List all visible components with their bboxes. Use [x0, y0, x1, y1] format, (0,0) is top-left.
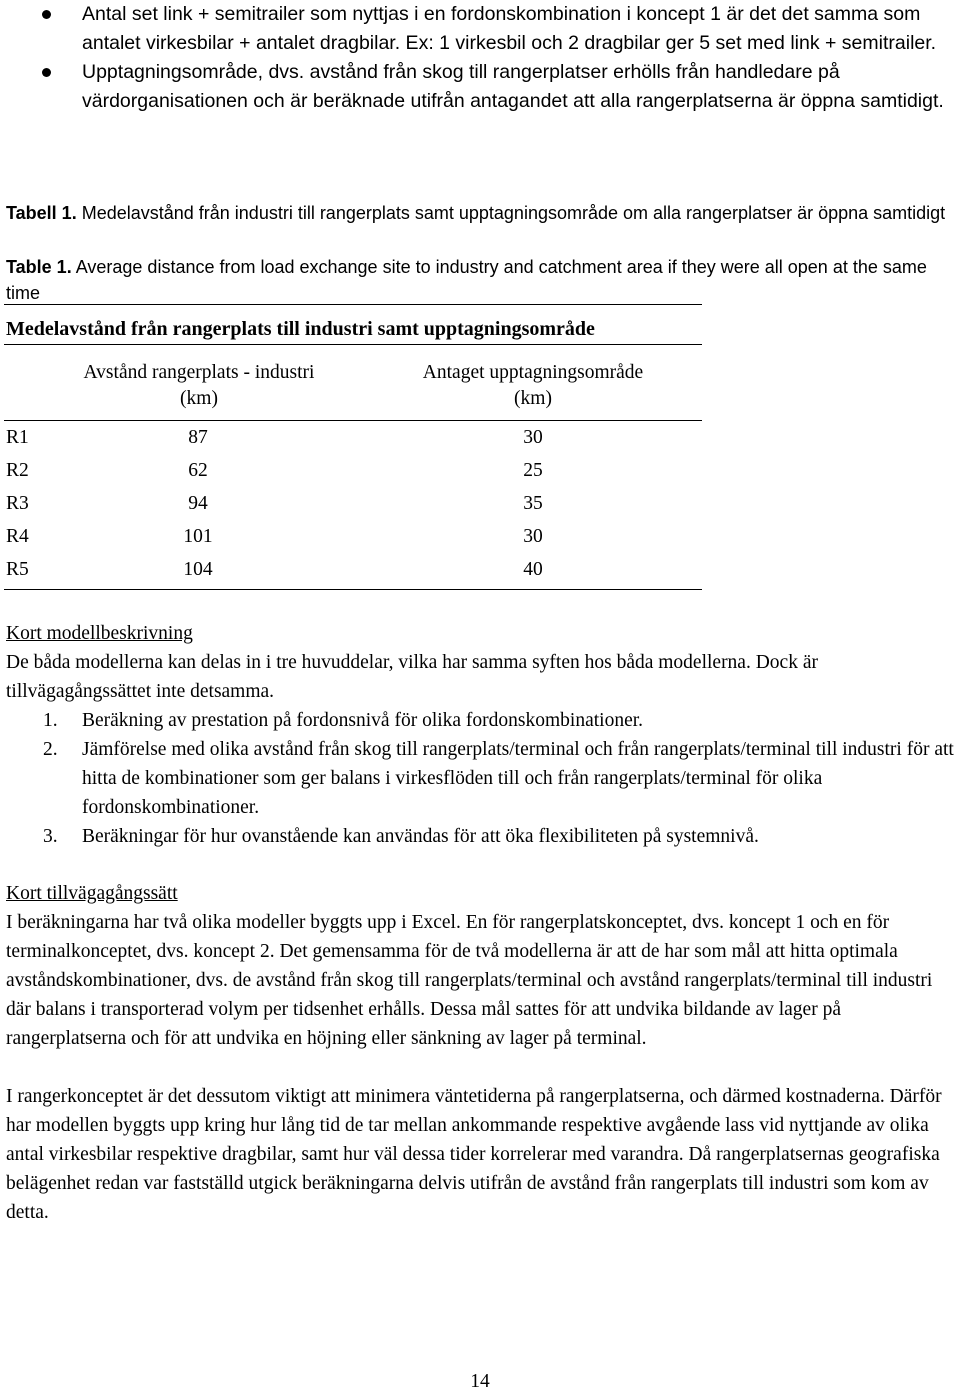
table-title: Medelavstånd från rangerplats till industri samt upptagningsområde	[6, 318, 595, 340]
row-distance: 87	[188, 427, 208, 448]
approach-heading: Kort tillvägagångssätt	[6, 883, 178, 904]
row-label: R2	[6, 460, 29, 481]
row-area: 30	[523, 526, 543, 547]
row-label: R4	[6, 526, 29, 547]
table-header-rule	[4, 420, 702, 421]
page-number: 14	[470, 1371, 490, 1392]
bullet-text: Antal set link + semitrailer som nyttjas i en fordonskombination i koncept 1 är det det samma som antalet virkesbilar + antalet dragbilar. Ex: 1 virkesbil och 2 dragbilar ger 5 set med link + semitrailer.	[82, 3, 937, 54]
caption-en-label: Table 1.	[6, 257, 72, 277]
model-intro: De båda modellerna kan delas in i tre huvuddelar, vilka har samma syften hos båda modellerna. Dock är tillvägagångssättet inte detsamma.	[6, 652, 818, 702]
item-text: Beräkningar för hur ovanstående kan användas för att öka flexibiliteten på systemnivå.	[82, 826, 759, 847]
caption-sv-text: Medelavstånd från industri till rangerplats samt upptagningsområde om alla rangerplatser är öppna samtidigt	[76, 203, 946, 223]
table-top-rule	[4, 304, 702, 305]
row-label: R5	[6, 559, 29, 580]
column-header-area	[394, 360, 672, 412]
row-label: R3	[6, 493, 29, 514]
approach-paragraph: I beräkningarna har två olika modeller byggts upp i Excel. En för rangerplatskonceptet, dvs. koncept 1 och en för terminalkonceptet, dvs. koncept 2. Det gemensamma för de två modellerna är att de har som mål att hitta optimala avståndskombinationer, dvs. de avstånd från skog till rangerplats/terminal och avstånd rangerplats/terminal till industri där balans i transporterad volym per tidsenhet erhålls. Dessa mål sattes för att undvika bildande av lager på rangerplatserna och för att undvika en höjning eller sänkning av lager på terminal.	[6, 912, 933, 1049]
column-header-distance-line1: Avstånd rangerplats - industri	[83, 362, 315, 383]
table-row	[0, 427, 702, 460]
bullet-dot-icon	[42, 68, 51, 77]
table-row	[0, 460, 702, 493]
table-row	[0, 493, 702, 526]
column-header-distance	[58, 360, 340, 412]
model-section	[6, 619, 960, 851]
row-area: 40	[523, 559, 543, 580]
column-header-distance-unit: (km)	[180, 388, 218, 409]
table-row	[0, 559, 702, 592]
item-number: 2.	[43, 739, 58, 760]
row-distance: 104	[183, 559, 213, 580]
bullet-item	[0, 58, 960, 116]
item-number: 3.	[43, 826, 58, 847]
bullet-item	[0, 0, 960, 58]
approach-paragraph: I rangerkonceptet är det dessutom viktigt att minimera väntetiderna på rangerplatserna, och därmed kostnaderna. Därför har modellen byggts upp kring hur lång tid de tar mellan ankommande respektive avgående lass vid nyttjande av olika antal virkesbilar respektive dragbilar, samt hur väl dessa tider korrelerar med varandra. Då rangerplatsernas geografiska belägenhet redan var fastställd utgick beräkningarna delvis utifrån de avstånd från rangerplats till industri som kom av detta.	[6, 1086, 942, 1223]
table-title-rule	[4, 344, 702, 345]
bullet-dot-icon	[42, 10, 51, 19]
item-text: Jämförelse med olika avstånd från skog till rangerplats/terminal och från rangerplats/terminal till industri för att hitta de kombinationer som ger balans i virkesflöden till och från rangerplats/terminal för olika fordonskombinationer.	[82, 739, 954, 818]
row-area: 25	[523, 460, 543, 481]
table-caption-sv	[6, 200, 956, 226]
item-number: 1.	[43, 710, 58, 731]
paragraph-spacer	[6, 1053, 960, 1082]
caption-sv-label: Tabell 1.	[6, 203, 77, 223]
row-label: R1	[6, 427, 29, 448]
model-heading: Kort modellbeskrivning	[6, 623, 193, 644]
item-text: Beräkning av prestation på fordonsnivå för olika fordonskombinationer.	[82, 710, 644, 731]
column-header-area-line1: Antaget upptagningsområde	[422, 362, 644, 383]
column-header-area-unit: (km)	[514, 388, 552, 409]
table-caption-en	[6, 254, 956, 306]
table-row	[0, 526, 702, 559]
numbered-item	[6, 706, 960, 735]
caption-en-text: Average distance from load exchange site to industry and catchment area if they were all open at the same time	[6, 257, 927, 303]
row-distance: 101	[183, 526, 213, 547]
row-area: 35	[523, 493, 543, 514]
approach-section	[6, 879, 960, 1227]
numbered-item	[6, 735, 960, 822]
bullet-text: Upptagningsområde, dvs. avstånd från skog till rangerplatser erhölls från handledare på värdorganisationen och är beräknade utifrån antagandet att alla rangerplatserna är öppna samtidigt.	[82, 61, 944, 112]
bullet-list	[0, 0, 960, 116]
row-distance: 62	[188, 460, 208, 481]
numbered-item	[6, 822, 960, 851]
table-bottom-rule	[4, 589, 702, 590]
row-area: 30	[523, 427, 543, 448]
row-distance: 94	[188, 493, 208, 514]
